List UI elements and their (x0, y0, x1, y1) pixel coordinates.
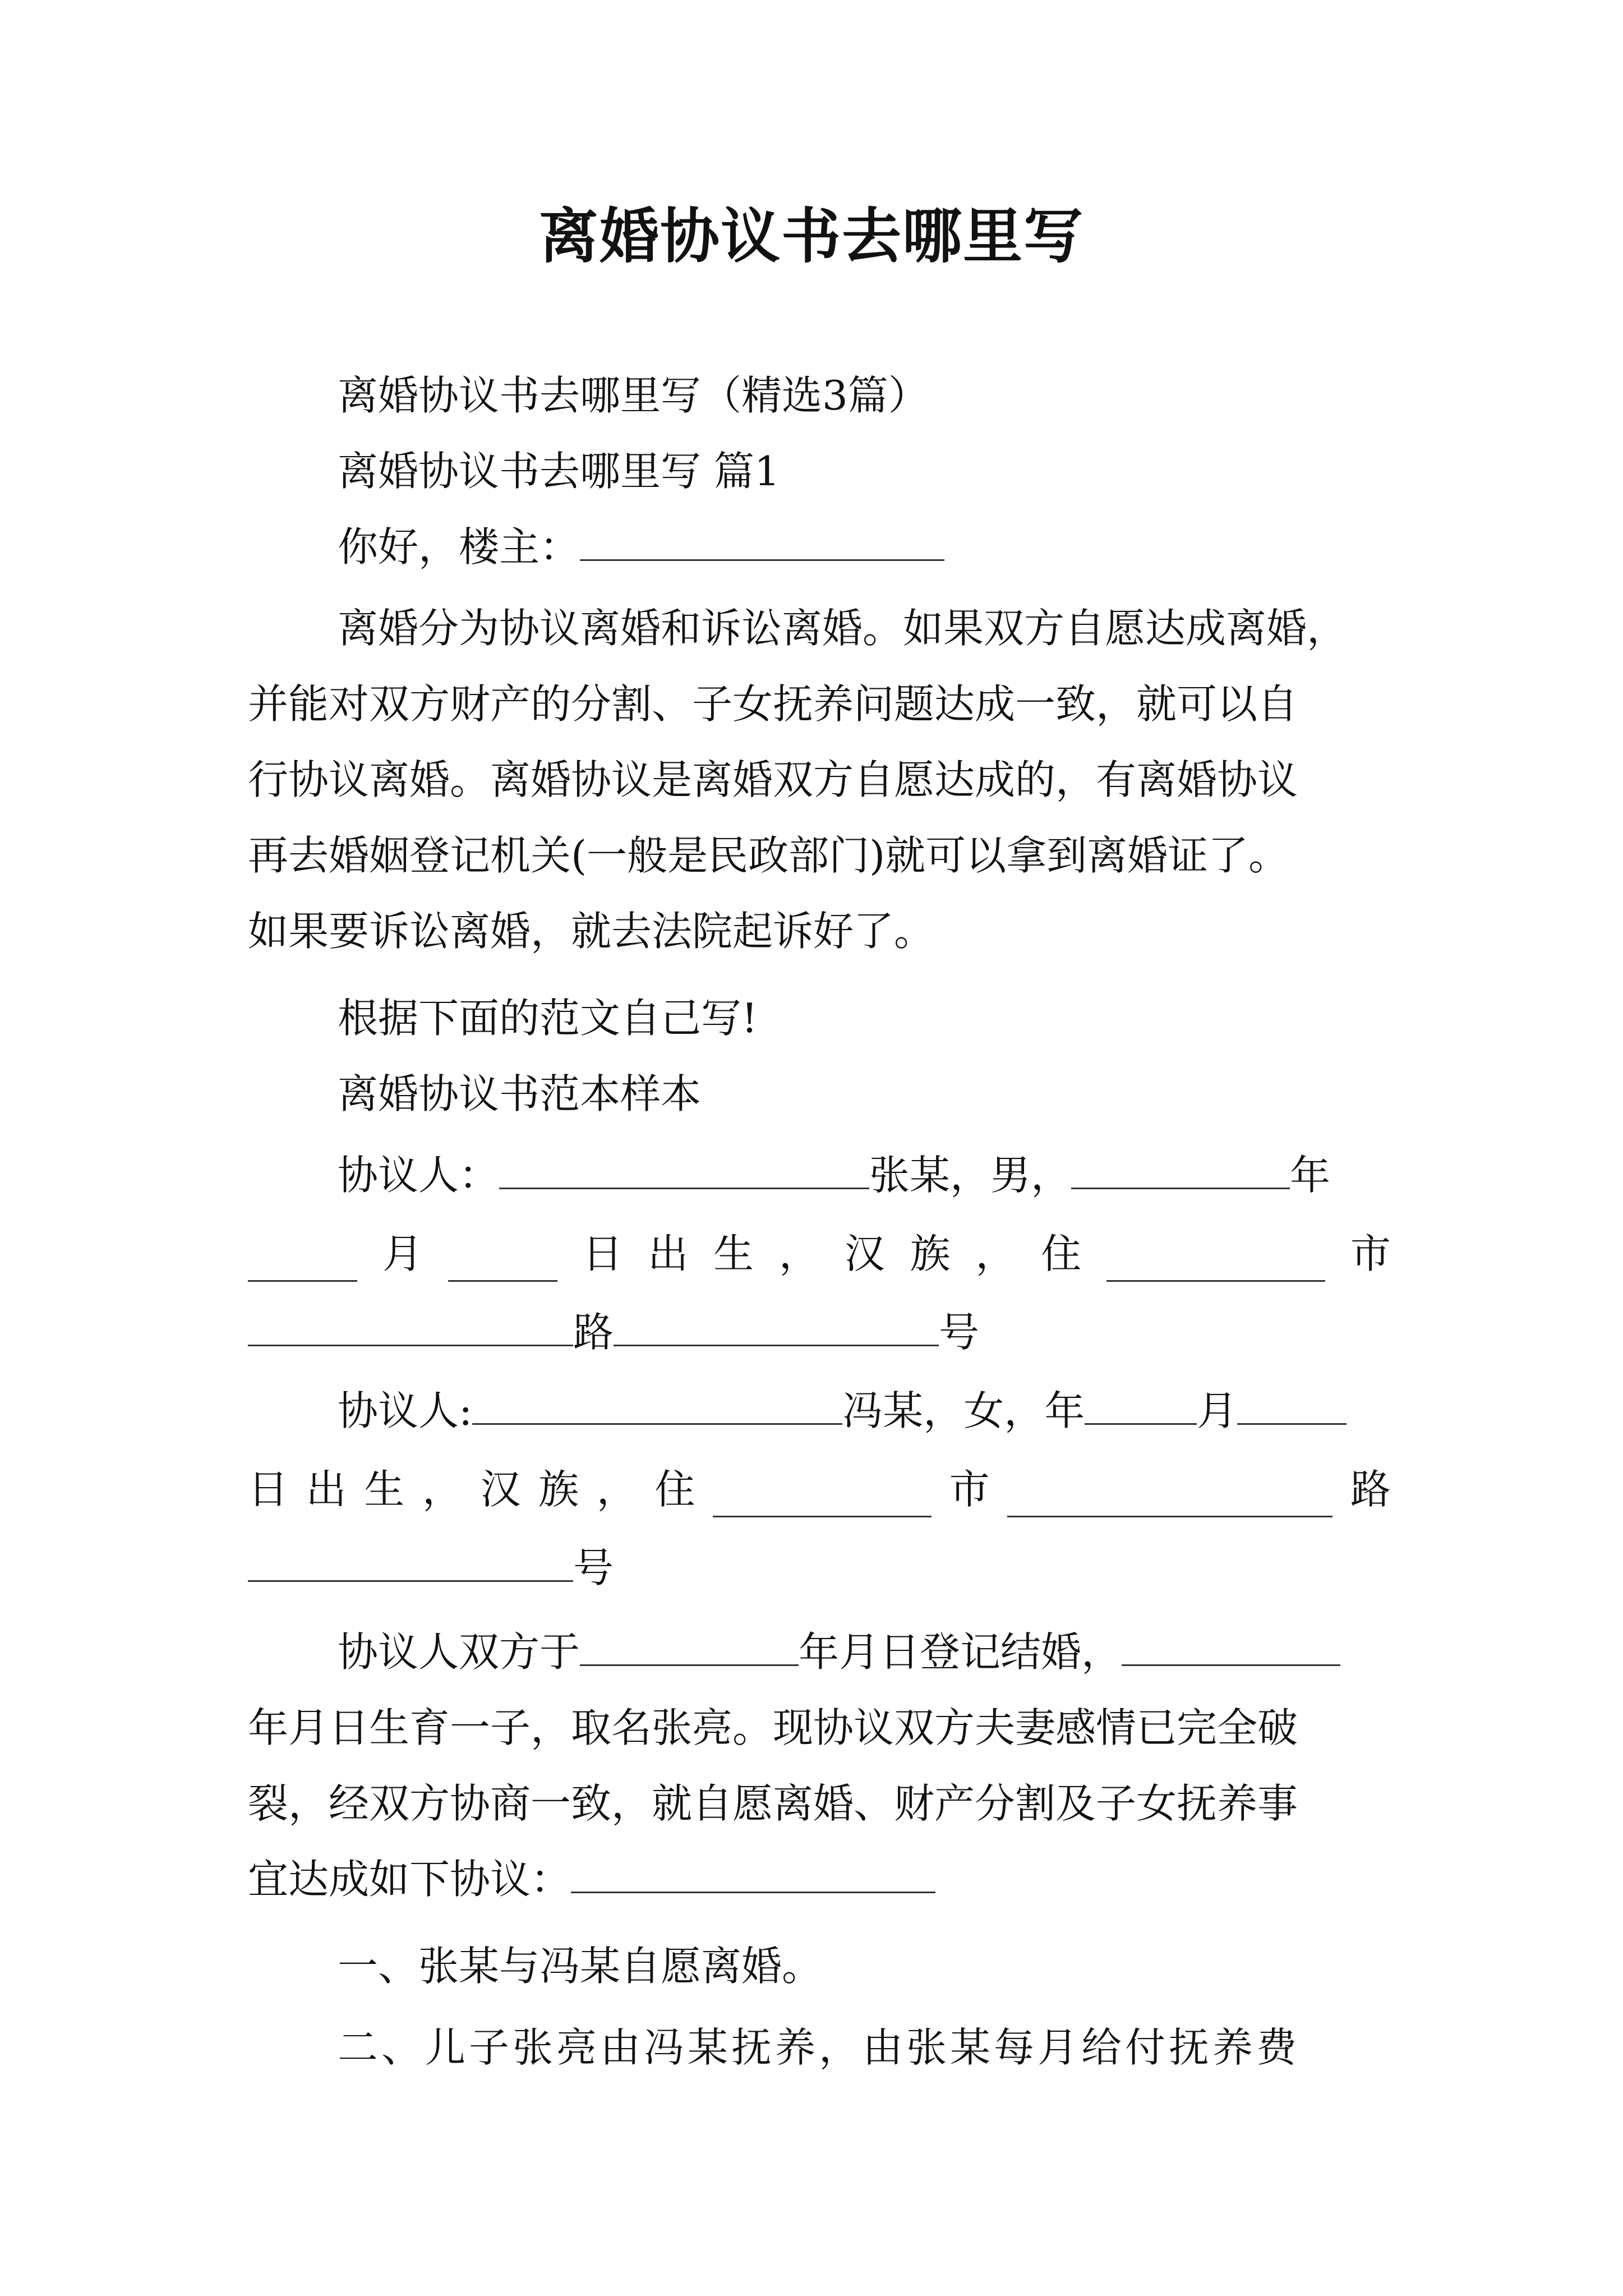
instruction-line: 根据下面的范文自己写! (338, 995, 758, 1042)
paragraph-line: 行协议离婚。离婚协议是离婚双方自愿达成的，有离婚协议 (248, 756, 1298, 803)
birth-word: 日 (582, 1230, 623, 1277)
party2-birth-line (248, 1461, 1391, 1517)
paragraph-line: 裂，经双方协商一致，就自愿离婚、财产分割及子女抚养事 (248, 1780, 1298, 1827)
marriage-line (338, 1624, 1391, 1680)
party2-city: 市 (949, 1466, 990, 1513)
document-title: 离婚协议书去哪里写 (539, 202, 1084, 271)
marriage-line4: 宜达成如下协议： (248, 1856, 571, 1903)
paragraph-line: 再去婚姻登记机关(一般是民政部门)就可以拿到离婚证了。 (248, 832, 1289, 879)
party2-road: 路 (1350, 1466, 1391, 1513)
party2-number: 号 (573, 1544, 614, 1591)
party1-year: 年 (1290, 1152, 1331, 1199)
birth-word: 出 (306, 1466, 347, 1513)
birth-word: 生 (713, 1230, 754, 1277)
birth-word: 族 (538, 1466, 579, 1513)
blank-field (614, 1306, 939, 1346)
party2-address-line (248, 1540, 1391, 1596)
marriage-agreement-line (248, 1851, 1391, 1907)
birth-word: 汉 (844, 1230, 885, 1277)
blank-field (1237, 1385, 1347, 1425)
birth-word: 族 (910, 1230, 951, 1277)
party1-name: 张某，男， (869, 1152, 1072, 1199)
sample-heading: 离婚协议书范本样本 (338, 1070, 702, 1117)
blank-field (580, 1626, 799, 1666)
party1-road: 路 (573, 1309, 614, 1356)
part-heading: 离婚协议书去哪里写 篇1 (338, 448, 780, 495)
clause-1: 一、张某与冯某自愿离婚。 (338, 1943, 823, 1990)
birth-word: ， (596, 1466, 637, 1513)
blank-field (499, 1149, 869, 1189)
blank-field (248, 1542, 573, 1582)
greeting-line (338, 519, 1391, 575)
birth-word: 日 (248, 1466, 289, 1513)
birth-word: ， (422, 1466, 463, 1513)
party1-line (338, 1147, 1391, 1203)
blank-field (713, 1478, 932, 1517)
blank-field (580, 521, 944, 561)
birth-word: 出 (648, 1230, 689, 1277)
paragraph-line: 并能对双方财产的分割、子女抚养问题达成一致，就可以自 (248, 680, 1298, 728)
paragraph-line: 如果要诉讼离婚，就去法院起诉好了。 (248, 908, 935, 955)
birth-word: 住 (654, 1466, 695, 1513)
party2-line (338, 1383, 1391, 1439)
blank-field (1085, 1385, 1197, 1425)
party1-address-line (248, 1304, 1391, 1360)
birth-word: 住 (1041, 1230, 1082, 1277)
birth-word: ， (778, 1230, 819, 1277)
marriage-middle: 年月日登记结婚， (799, 1628, 1122, 1676)
birth-word: 汉 (480, 1466, 521, 1513)
paragraph-line: 年月日生育一子，取名张亮。现协议双方夫妻感情已完全破 (248, 1704, 1298, 1751)
party1-month: 月 (382, 1230, 423, 1277)
greeting-text: 你好，楼主： (338, 523, 580, 570)
blank-field (1122, 1626, 1340, 1666)
blank-field (472, 1385, 842, 1425)
paragraph-line: 离婚分为协议离婚和诉讼离婚。如果双方自愿达成离婚， (338, 605, 1348, 652)
party1-label: 协议人： (338, 1152, 500, 1199)
blank-field (1071, 1149, 1290, 1189)
birth-word: ， (975, 1230, 1016, 1277)
clause-2: 二、儿子张亮由冯某抚养，由张某每月给付抚养费 (338, 2024, 1301, 2071)
party1-birth-line (248, 1226, 1391, 1282)
blank-field (571, 1853, 935, 1893)
blank-field (448, 1242, 557, 1282)
marriage-start: 协议人双方于 (338, 1628, 580, 1676)
party2-label: 协议人: (338, 1387, 473, 1434)
party2-name: 冯某，女，年 (842, 1387, 1085, 1434)
blank-field (248, 1242, 357, 1282)
party1-city: 市 (1350, 1230, 1391, 1277)
party2-month: 月 (1197, 1387, 1238, 1434)
blank-field (248, 1306, 573, 1346)
birth-word: 生 (364, 1466, 405, 1513)
blank-field (1007, 1478, 1332, 1517)
party1-number: 号 (939, 1309, 980, 1356)
subtitle: 离婚协议书去哪里写（精选3篇） (338, 372, 929, 419)
blank-field (1106, 1242, 1325, 1282)
